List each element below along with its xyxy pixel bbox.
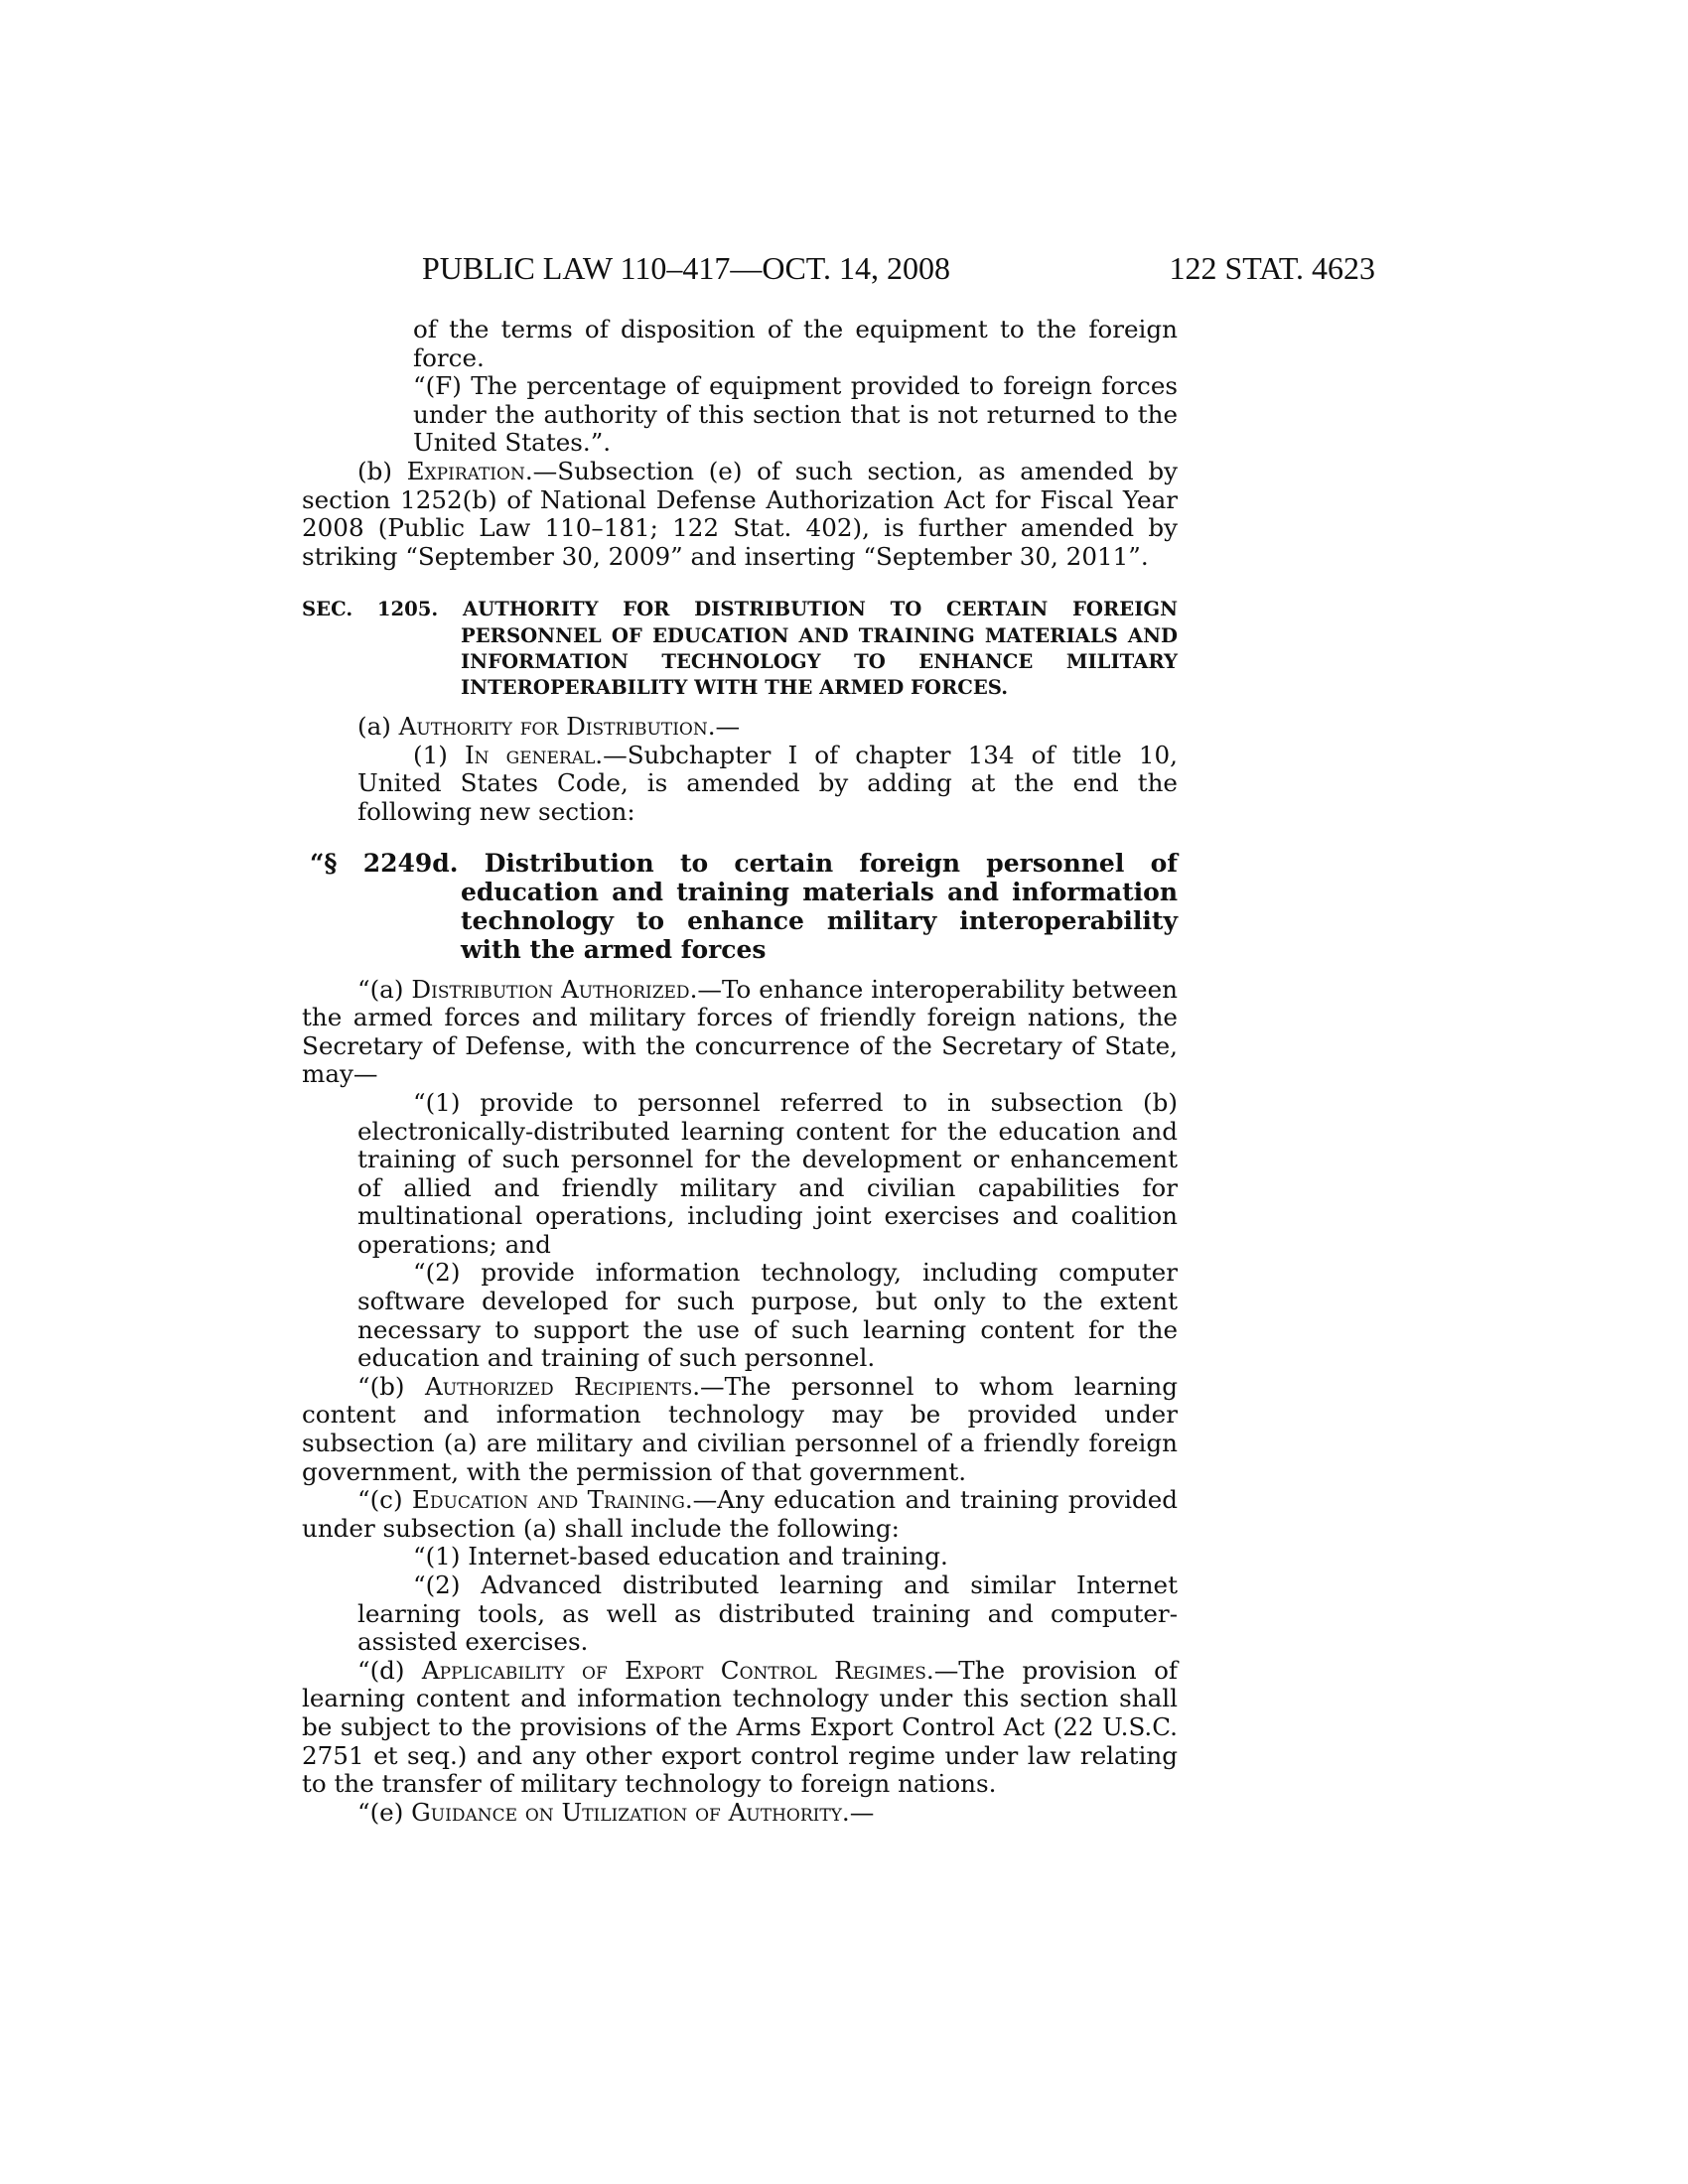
running-header [298,248,1375,288]
paragraph-advanced-distributed: “(2) Advanced distributed learning and similar Internet learning tools, as well as distributed training and computer-assisted exercises. [357,1570,1178,1657]
guidance-heading: Guidance on Utilization of Authority [411,1797,842,1827]
distribution-authorized-heading: Distribution Authorized [411,974,690,1004]
authority-text: .— [707,712,741,742]
paragraph-guidance [302,1799,1178,1828]
paragraph-continuation: of the terms of disposition of the equipment to the foreign force. [413,315,1178,372]
export-control-text: .—The provision of learning content and information technology under this section shall be subject to the provisions of the Arms Export Control Act (22 U.S.C. 2751 et seq.) and any other export control regime under law relating to the transfer of military technology to foreign nations. [302,1655,1179,1799]
authority-lead: (a) [357,712,399,742]
paragraph-item-1: “(1) provide to personnel referred to in subsection (b) electronically-distributed learning content for the education and training of such personnel for the development or enhancement of allied and friendly military and civilian capabilities for multinational operations, including joint exercises and coalition operations; and [357,1087,1178,1259]
paragraph-export-control [302,1657,1178,1799]
in-general-heading: In general [464,740,596,769]
paragraph-expiration [302,458,1178,571]
authority-heading: Authority for Distribution [398,712,708,742]
expiration-heading: Expiration [406,456,525,485]
authorized-recipients-text: .—The personnel to whom learning content and information technology may be provided under subsection (a) are military and civilian personnel of a friendly foreign government, with the permission of that government. [302,1371,1178,1486]
guidance-lead: “(e) [357,1797,412,1827]
paragraph-distribution-authorized [302,976,1178,1089]
guidance-text: .— [841,1797,875,1827]
export-control-lead: “(d) [357,1655,422,1685]
paragraph-clause-f [302,372,1178,458]
paragraph-item-2: “(2) provide information technology, including computer software developed for such purpose, but only to the extent necessary to support the use of such learning content for the education and training of such personnel. [357,1258,1178,1373]
header-title: PUBLIC LAW 110–417—OCT. 14, 2008 [422,250,950,286]
paragraph-in-general [302,742,1178,827]
header-stat-citation: 122 STAT. 4623 [1169,250,1375,286]
education-training-text: .—Any education and training provided under subsection (a) shall include the following: [302,1485,1178,1543]
paragraph-authorized-recipients [302,1373,1178,1486]
in-general-lead: (1) [413,740,465,769]
in-general-text: .—Subchapter I of chapter 134 of title 10, United States Code, is amended by adding at the end the following new section: [357,740,1178,826]
code-section-heading: “§ 2249d. Distribution to certain foreign personnel of education and training materials and information technology to enhance military interoperability with the armed forces [310,848,1178,964]
authorized-recipients-heading: Authorized Recipients [425,1371,693,1401]
distribution-authorized-lead: “(a) [357,974,412,1004]
paragraph-education-and-training [302,1486,1178,1543]
clause-f-text: “(F) The percentage of equipment provided to foreign forces under the authority of this section that is not returned to the United States.”. [413,371,1178,458]
expiration-lead: (b) [357,456,407,485]
export-control-heading: Applicability of Export Control Regimes [421,1655,926,1685]
expiration-text: .—Subsection (e) of such section, as amended by section 1252(b) of National Defense Authorization Act for Fiscal Year 2008 (Public Law 110–181; 122 Stat. 402), is further amended by striking “September 30, 2009” and inserting “September 30, 2011”. [302,456,1178,571]
education-training-lead: “(c) [357,1485,412,1515]
document-body [302,316,1178,1827]
authorized-recipients-lead: “(b) [357,1371,426,1401]
education-training-heading: Education and Training [411,1485,685,1515]
section-heading: SEC. 1205. AUTHORITY FOR DISTRIBUTION TO CERTAIN FOREIGN PERSONNEL OF EDUCATION AND TRAINING MATERIALS AND INFORMATION TECHNOLOGY TO ENHANCE MILITARY INTEROPERABILITY WITH THE ARMED FORCES. [302,598,1178,699]
paragraph-internet-based: “(1) Internet-based education and training. [413,1542,948,1571]
paragraph-authority-for-distribution [302,713,1178,742]
distribution-authorized-text: .—To enhance interoperability between the armed forces and military forces of friendly foreign nations, the Secretary of Defense, with the concurrence of the Secretary of State, may— [302,974,1178,1089]
